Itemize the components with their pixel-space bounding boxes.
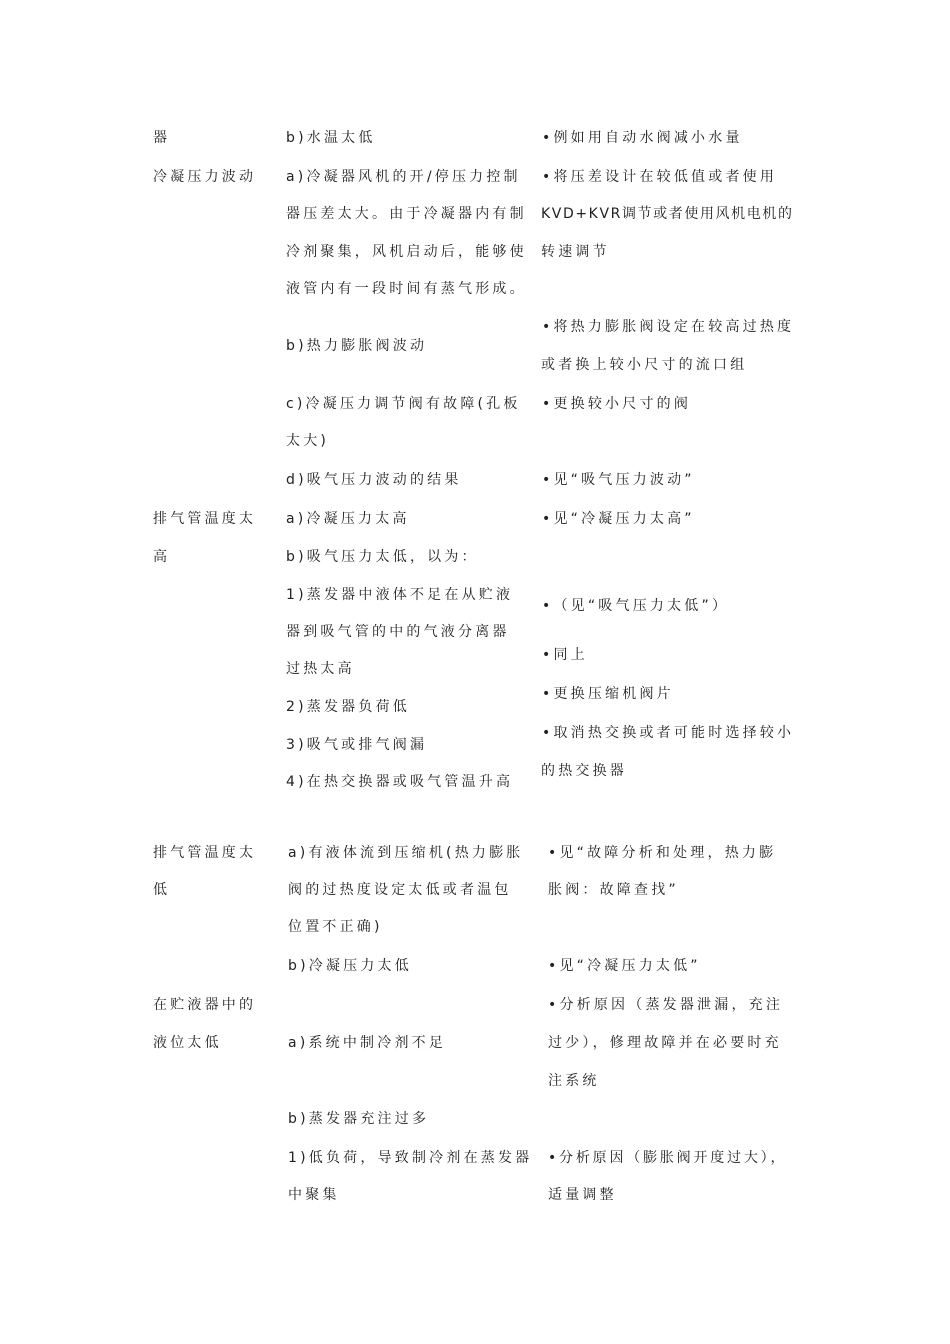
remedy-cell: •分析原因（蒸发器泄漏，充注 — [548, 997, 784, 1013]
fault-cell: 排气管温度太 — [153, 845, 257, 861]
cause-cell: b)吸气压力太低，以为： — [286, 549, 479, 565]
cause-cell: c)冷凝压力调节阀有故障(孔板 — [286, 396, 521, 412]
cause-cell: d)吸气压力波动的结果 — [286, 472, 462, 488]
remedy-cell: •见“冷凝压力太高” — [542, 511, 695, 527]
cause-cell: 太大) — [286, 433, 330, 449]
cause-cell: 冷剂聚集，风机启动后，能够使 — [286, 244, 527, 260]
cause-cell: 4)在热交换器或吸气管温升高 — [286, 774, 514, 790]
fault-cell: 器 — [153, 130, 171, 146]
remedy-cell: •更换较小尺寸的阀 — [542, 396, 692, 412]
remedy-cell: KVD+KVR调节或者使用风机电机的 — [541, 206, 794, 222]
remedy-cell: 转速调节 — [541, 244, 610, 260]
remedy-cell: 适量调整 — [548, 1187, 617, 1203]
cause-cell: 器到吸气管的中的气液分离器 — [286, 624, 510, 640]
cause-cell: 液管内有一段时间有蒸气形成。 — [286, 281, 527, 297]
fault-cell: 在贮液器中的 — [153, 997, 257, 1013]
cause-cell: a)冷凝压力太高 — [286, 511, 410, 527]
remedy-cell: 或者换上较小尺寸的流口组 — [541, 357, 748, 373]
cause-cell: 1)低负荷，导致制冷剂在蒸发器 — [288, 1150, 533, 1166]
cause-cell: 1)蒸发器中液体不足在从贮液 — [286, 587, 514, 603]
remedy-cell: •将热力膨胀阀设定在较高过热度 — [542, 319, 795, 335]
remedy-cell: •见“吸气压力波动” — [542, 472, 695, 488]
cause-cell: 过热太高 — [286, 661, 355, 677]
remedy-cell: •分析原因（膨胀阀开度过大）， — [548, 1150, 788, 1166]
cause-cell: 位置不正确) — [288, 919, 383, 935]
remedy-cell: 注系统 — [548, 1073, 600, 1089]
cause-cell: 阀的过热度设定太低或者温包 — [288, 882, 512, 898]
remedy-cell: •例如用自动水阀减小水量 — [542, 130, 743, 146]
fault-cell: 液位太低 — [153, 1035, 222, 1051]
cause-cell: b)热力膨胀阀波动 — [286, 338, 428, 354]
remedy-cell: 胀阀：故障查找” — [548, 882, 679, 898]
remedy-cell: •更换压缩机阀片 — [542, 686, 674, 702]
cause-cell: a)有液体流到压缩机(热力膨胀 — [288, 845, 524, 861]
remedy-cell: •取消热交换或者可能时选择较小 — [542, 725, 795, 741]
cause-cell: b)水温太低 — [286, 130, 376, 146]
remedy-cell: 的热交换器 — [541, 763, 627, 779]
cause-cell: b)冷凝压力太低 — [288, 958, 412, 974]
remedy-cell: •见“冷凝压力太低” — [548, 958, 701, 974]
cause-cell: a)系统中制冷剂不足 — [288, 1035, 447, 1051]
fault-cell: 冷凝压力波动 — [153, 169, 257, 185]
remedy-cell: •（见“吸气压力太低”） — [542, 598, 730, 614]
remedy-cell: •同上 — [542, 647, 588, 663]
cause-cell: 中聚集 — [288, 1187, 340, 1203]
remedy-cell: 过少），修理故障并在必要时充 — [548, 1035, 782, 1051]
cause-cell: 3)吸气或排气阀漏 — [286, 737, 428, 753]
cause-cell: a)冷凝器风机的开/停压力控制 — [286, 169, 521, 185]
fault-cell: 低 — [153, 882, 171, 898]
remedy-cell: •将压差设计在较低值或者使用 — [542, 169, 778, 185]
cause-cell: 2)蒸发器负荷低 — [286, 699, 410, 715]
cause-cell: 器压差太大。由于冷凝器内有制 — [286, 206, 527, 222]
cause-cell: b)蒸发器充注过多 — [288, 1111, 430, 1127]
fault-cell: 排气管温度太 — [153, 511, 257, 527]
remedy-cell: •见“故障分析和处理，热力膨 — [548, 845, 777, 861]
fault-cell: 高 — [153, 549, 171, 565]
